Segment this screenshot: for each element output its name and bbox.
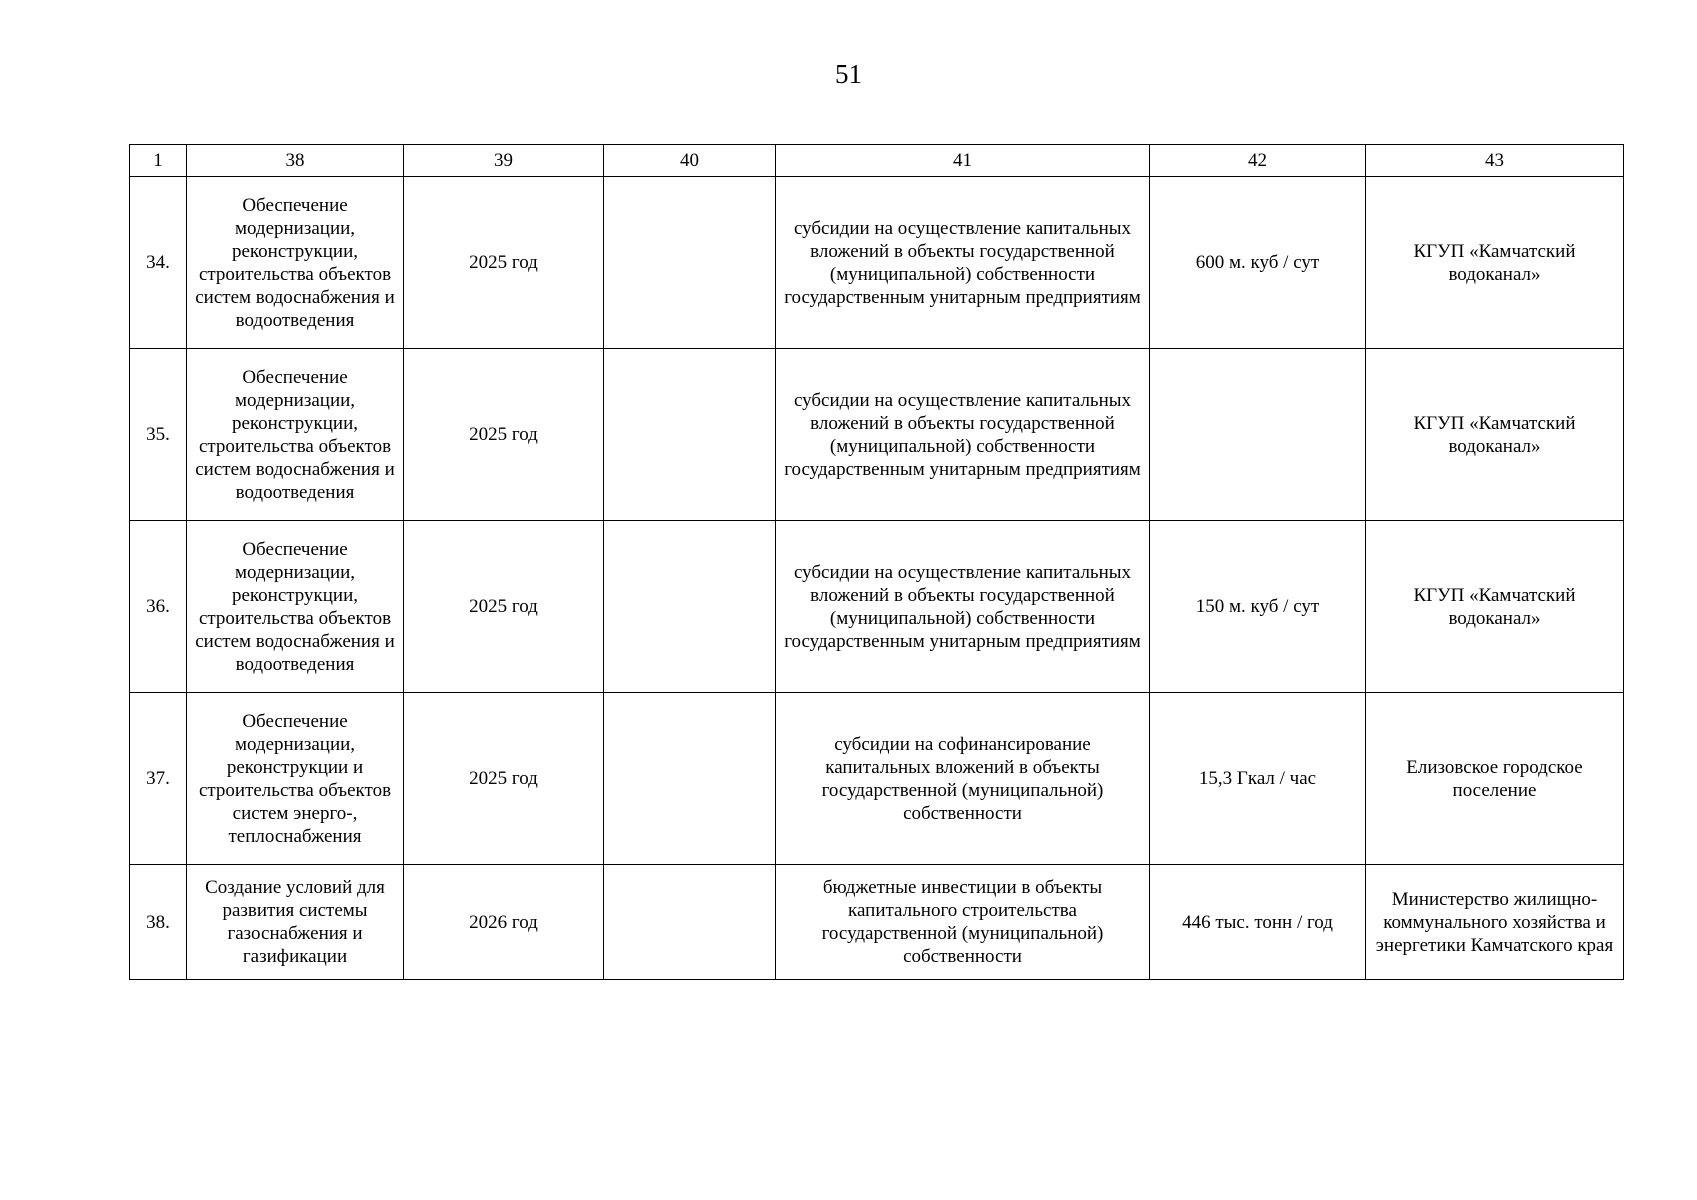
deadline: 2025 год	[404, 349, 604, 521]
header-cell: 1	[130, 145, 187, 177]
recipient: Министерство жилищно-коммунального хозяйства и энергетики Камчатского края	[1366, 865, 1624, 980]
measure-name: Обеспечение модернизации, реконструкции и строительства объектов систем энерго-, теплоснабжения	[187, 693, 404, 865]
capacity: 150 м. куб / сут	[1150, 521, 1366, 693]
measure-name: Создание условий для развития системы газоснабжения и газификации	[187, 865, 404, 980]
recipient: Елизовское городское поселение	[1366, 693, 1624, 865]
table-row	[130, 521, 1624, 693]
deadline: 2025 год	[404, 693, 604, 865]
funding-type: бюджетные инвестиции в объекты капитального строительства государственной (муниципальной) собственности	[776, 865, 1150, 980]
funding-type: субсидии на осуществление капитальных вложений в объекты государственной (муниципальной) собственности государственным унитарным предприятиям	[776, 349, 1150, 521]
measures-table	[129, 144, 1624, 980]
funding-type: субсидии на осуществление капитальных вложений в объекты государственной (муниципальной) собственности государственным унитарным предприятиям	[776, 177, 1150, 349]
recipient: КГУП «Камчатский водоканал»	[1366, 177, 1624, 349]
capacity	[1150, 349, 1366, 521]
recipient: КГУП «Камчатский водоканал»	[1366, 521, 1624, 693]
measure-name: Обеспечение модернизации, реконструкции, строительства объектов систем водоснабжения и водоотведения	[187, 349, 404, 521]
header-cell: 43	[1366, 145, 1624, 177]
header-cell: 40	[604, 145, 776, 177]
capacity: 446 тыс. тонн / год	[1150, 865, 1366, 980]
deadline: 2025 год	[404, 521, 604, 693]
table-row	[130, 349, 1624, 521]
page-number: 51	[835, 59, 862, 89]
table-row	[130, 177, 1624, 349]
capacity: 15,3 Гкал / час	[1150, 693, 1366, 865]
row-number: 35.	[130, 349, 187, 521]
header-cell: 42	[1150, 145, 1366, 177]
funding-type: субсидии на софинансирование капитальных вложений в объекты государственной (муниципальной) собственности	[776, 693, 1150, 865]
measure-name: Обеспечение модернизации, реконструкции, строительства объектов систем водоснабжения и водоотведения	[187, 177, 404, 349]
row-number: 34.	[130, 177, 187, 349]
measure-name: Обеспечение модернизации, реконструкции, строительства объектов систем водоснабжения и водоотведения	[187, 521, 404, 693]
table-row	[130, 865, 1624, 980]
deadline: 2025 год	[404, 177, 604, 349]
row-number: 37.	[130, 693, 187, 865]
header-cell: 41	[776, 145, 1150, 177]
deadline: 2026 год	[404, 865, 604, 980]
row-number: 38.	[130, 865, 187, 980]
col-40-cell	[604, 865, 776, 980]
capacity: 600 м. куб / сут	[1150, 177, 1366, 349]
recipient: КГУП «Камчатский водоканал»	[1366, 349, 1624, 521]
header-cell: 39	[404, 145, 604, 177]
header-cell: 38	[187, 145, 404, 177]
funding-type: субсидии на осуществление капитальных вложений в объекты государственной (муниципальной) собственности государственным унитарным предприятиям	[776, 521, 1150, 693]
table-row	[130, 693, 1624, 865]
row-number: 36.	[130, 521, 187, 693]
col-40-cell	[604, 693, 776, 865]
table-header-row	[130, 145, 1624, 177]
col-40-cell	[604, 521, 776, 693]
col-40-cell	[604, 349, 776, 521]
col-40-cell	[604, 177, 776, 349]
